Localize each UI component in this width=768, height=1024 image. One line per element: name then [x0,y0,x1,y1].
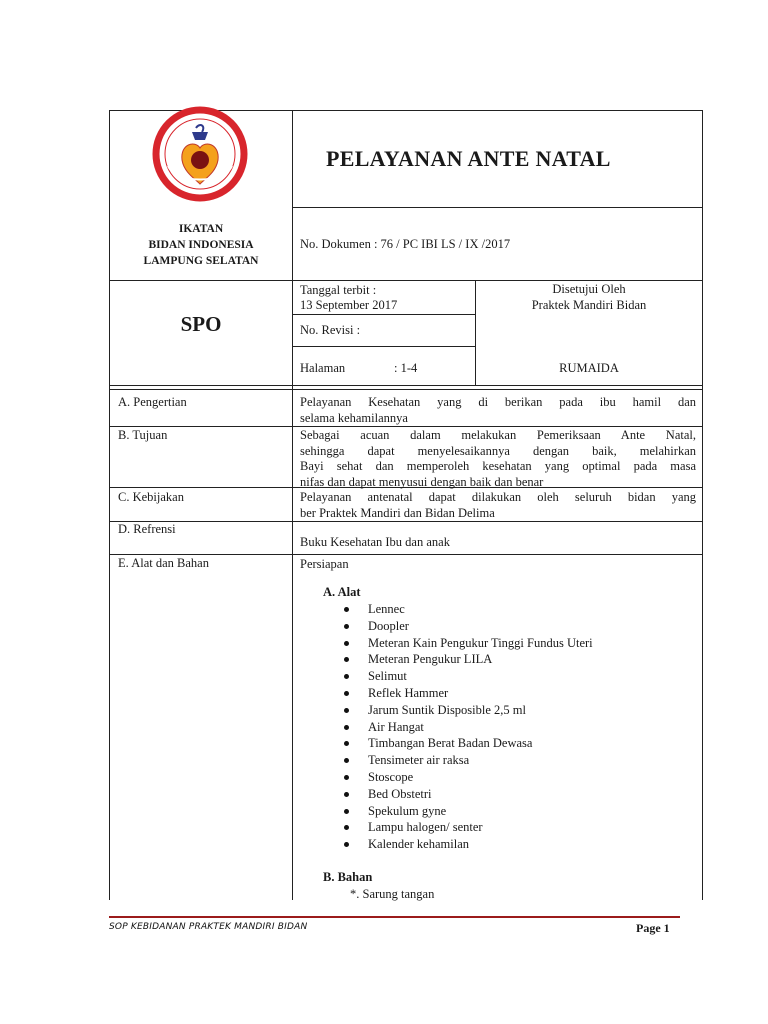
revision-number: No. Revisi : [300,323,361,337]
list-item: Meteran Kain Pengukur Tinggi Fundus Uteri [344,635,593,652]
list-item: Stoscope [344,769,593,786]
bullet-icon [344,842,349,847]
section-pengertian-label: A. Pengertian [118,395,187,409]
list-item: Jarum Suntik Disposible 2,5 ml [344,702,593,719]
text-line: nifas dan dapat menyusui dengan baik dan benar [300,474,544,489]
bahan-heading: B. Bahan [323,870,373,884]
bullet-icon [344,607,349,612]
list-item: Timbangan Berat Badan Dewasa [344,735,593,752]
approved-by-line1: Disetujui Oleh [552,282,626,296]
bahan-item: *. Sarung tangan [350,887,435,901]
list-item: Reflek Hammer [344,685,593,702]
text-line: selama kehamilannya [300,410,408,425]
section-tujuan-label: B. Tujuan [118,428,168,442]
section-refrensi-text: Buku Kesehatan Ibu dan anak [300,535,450,549]
text-line: ber Praktek Mandiri dan Bidan Delima [300,505,495,520]
approved-by-line2: Praktek Mandiri Bidan [531,298,647,312]
approver-name: RUMAIDA [559,361,619,375]
org-line: LAMPUNG SELATAN [143,255,259,267]
section-kebijakan-text [300,490,696,521]
bullet-icon [344,691,349,696]
bullet-icon [344,674,349,679]
issue-date-label: Tanggal terbit : [300,283,377,297]
alat-heading: A. Alat [323,585,361,599]
list-item: Kalender kehamilan [344,836,593,853]
row-divider [109,521,703,522]
section-alat-bahan-label: E. Alat dan Bahan [118,556,209,570]
bullet-icon [344,741,349,746]
section-refrensi-label: D. Refrensi [118,522,176,536]
list-item: Tensimeter air raksa [344,752,593,769]
issue-date-value: 13 September 2017 [300,298,398,312]
spo-label: SPO [180,312,222,336]
organization-name [112,221,290,269]
list-item: Bed Obstetri [344,786,593,803]
document-title: PELAYANAN ANTE NATAL [326,146,611,171]
section-kebijakan-label: C. Kebijakan [118,490,184,504]
org-line: BIDAN INDONESIA [148,239,254,251]
list-item: Spekulum gyne [344,803,593,820]
row-divider [292,207,703,208]
bullet-icon [344,758,349,763]
bullet-icon [344,725,349,730]
footer-page-number: Page 1 [636,921,670,935]
bullet-icon [344,657,349,662]
alat-list [344,601,593,853]
bullet-icon [344,641,349,646]
section-pengertian-text [300,395,696,426]
footer-rule [109,916,680,918]
row-divider [109,554,703,555]
list-item: Selimut [344,668,593,685]
row-divider [109,426,703,427]
section-alat-bahan-intro: Persiapan [300,557,349,571]
text-line: sehingga dapat menyelesaikannya dengan baik, melahirkan [300,443,696,458]
section-tujuan-text [300,428,696,490]
bullet-icon [344,708,349,713]
row-divider [292,346,475,347]
bullet-icon [344,624,349,629]
text-line: Pelayanan Kesehatan yang di berikan pada ibu hamil dan [300,395,696,409]
bullet-icon [344,825,349,830]
row-divider [109,385,703,386]
bullet-icon [344,775,349,780]
page-count-label: Halaman [300,361,346,375]
text-line: Bayi sehat dan memperoleh kesehatan yang optimal pada masa [300,459,696,473]
org-line: IKATAN [178,223,224,235]
list-item: Lampu halogen/ senter [344,819,593,836]
page-count-value: : 1-4 [394,361,418,375]
row-divider [109,389,703,390]
text-line: Sebagai acuan dalam melakukan Pemeriksaan Ante Natal, [300,428,696,442]
list-item: Lennec [344,601,593,618]
text-line: Pelayanan antenatal dapat dilakukan oleh seluruh bidan yang [300,490,696,504]
list-item: Doopler [344,618,593,635]
list-item: Meteran Pengukur LILA [344,651,593,668]
ibi-logo-icon [150,104,250,204]
table-vertical-divider [292,110,293,900]
list-item: Air Hangat [344,719,593,736]
footer-document-name: SOP KEBIDANAN PRAKTEK MANDIRI BIDAN [109,922,308,932]
bullet-icon [344,792,349,797]
bullet-icon [344,809,349,814]
document-number: No. Dokumen : 76 / PC IBI LS / IX /2017 [300,237,511,251]
row-divider [292,314,475,315]
